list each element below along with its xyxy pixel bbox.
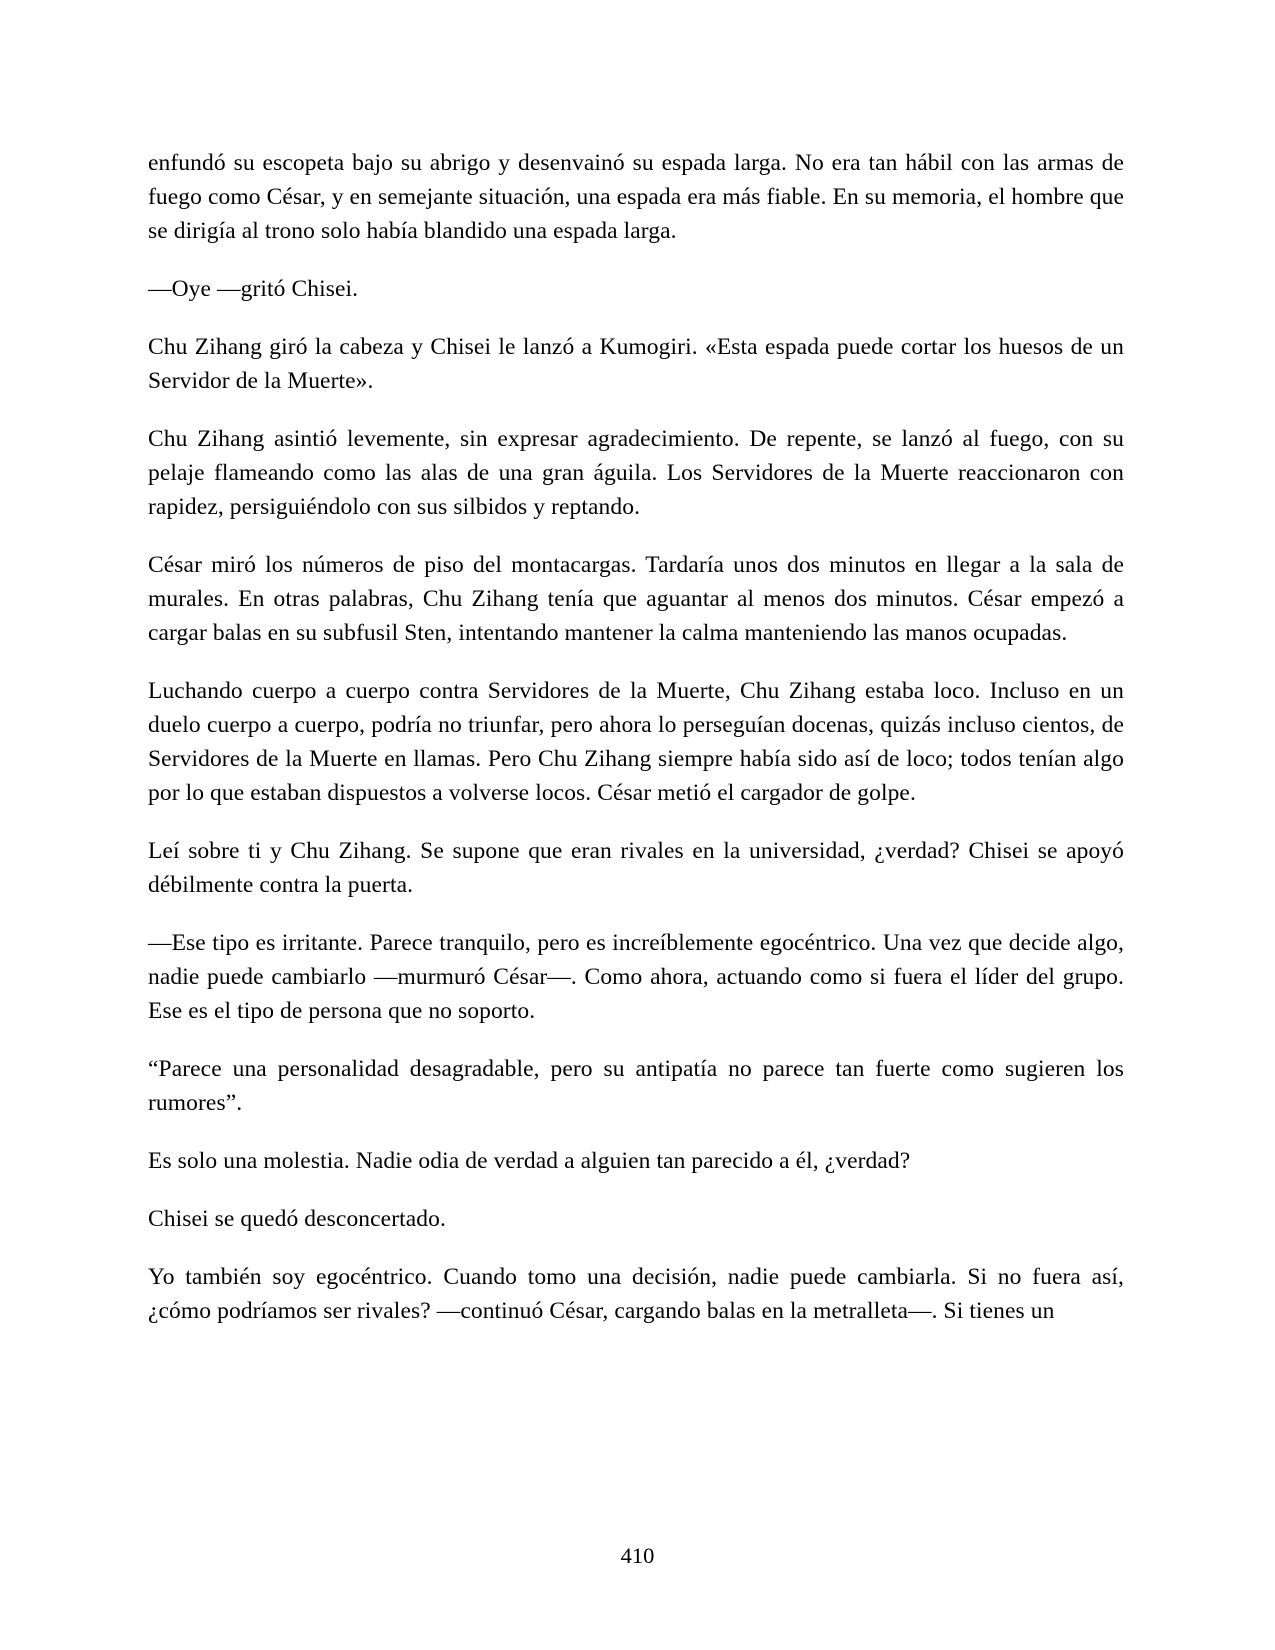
paragraph: Chu Zihang giró la cabeza y Chisei le lanzó a Kumogiri. «Esta espada puede cortar los huesos de un Servidor de la Muerte».: [148, 334, 1124, 394]
page-number: 410: [620, 1543, 655, 1568]
text-block: [148, 146, 1124, 1352]
paragraph: Chisei se quedó desconcertado.: [148, 1206, 446, 1232]
paragraph: enfundó su escopeta bajo su abrigo y desenvainó su espada larga. No era tan hábil con las armas de fuego como César, y en semejante situación, una espada era más fiable. En su memoria, el hombre que se dirigía al trono solo había blandido una espada larga.: [148, 150, 1124, 244]
paragraph: César miró los números de piso del montacargas. Tardaría unos dos minutos en llegar a la sala de murales. En otras palabras, Chu Zihang tenía que aguantar al menos dos minutos. César empezó a cargar balas en su subfusil Sten, intentando mantener la calma manteniendo las manos ocupadas.: [148, 552, 1124, 646]
paragraph: —Ese tipo es irritante. Parece tranquilo, pero es increíblemente egocéntrico. Una vez que decide algo, nadie puede cambiarlo —murmuró César—. Como ahora, actuando como si fuera el líder del grupo. Ese es el tipo de persona que no soporto.: [148, 930, 1124, 1024]
paragraph: Yo también soy egocéntrico. Cuando tomo una decisión, nadie puede cambiarla. Si no fuera así, ¿cómo podríamos ser rivales? —continuó César, cargando balas en la metralleta—. Si tienes un: [148, 1264, 1124, 1324]
paragraph: —Oye —gritó Chisei.: [148, 276, 359, 302]
paragraph: “Parece una personalidad desagradable, pero su antipatía no parece tan fuerte como sugieren los rumores”.: [148, 1056, 1124, 1116]
paragraph: Chu Zihang asintió levemente, sin expresar agradecimiento. De repente, se lanzó al fuego, con su pelaje flameando como las alas de una gran águila. Los Servidores de la Muerte reaccionaron con rapidez, persiguiéndolo con sus silbidos y reptando.: [148, 426, 1124, 520]
paragraph: Leí sobre ti y Chu Zihang. Se supone que eran rivales en la universidad, ¿verdad? Chisei se apoyó débilmente contra la puerta.: [148, 838, 1124, 898]
paragraph: Luchando cuerpo a cuerpo contra Servidores de la Muerte, Chu Zihang estaba loco. Incluso en un duelo cuerpo a cuerpo, podría no triunfar, pero ahora lo perseguían docenas, quizás incluso cientos, de Servidores de la Muerte en llamas. Pero Chu Zihang siempre había sido así de loco; todos tenían algo por lo que estaban dispuestos a volverse locos. César metió el cargador de golpe.: [148, 678, 1124, 806]
paragraph: Es solo una molestia. Nadie odia de verdad a alguien tan parecido a él, ¿verdad?: [148, 1148, 911, 1174]
